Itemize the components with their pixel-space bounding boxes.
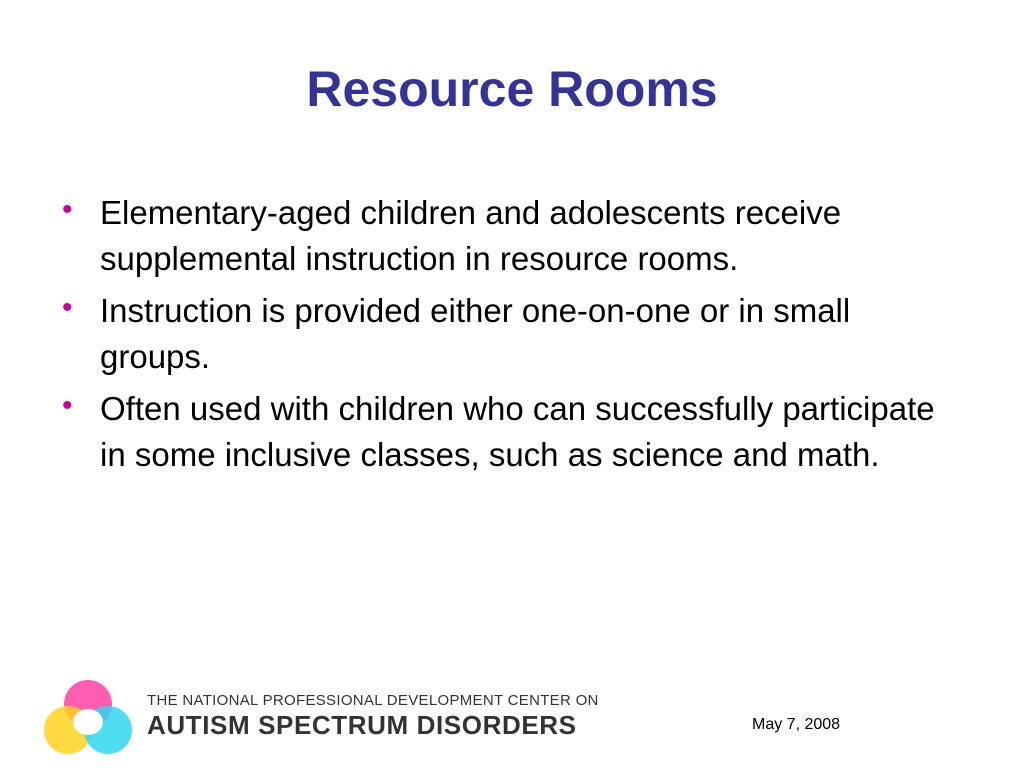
bullet-item — [62, 386, 942, 478]
bullet-item — [62, 190, 942, 282]
bullet-text: Elementary-aged children and adolescents receive supplemental instruction in resource rooms. — [100, 194, 842, 277]
bullet-icon: • — [62, 389, 73, 422]
org-name-line2: AUTISM SPECTRUM DISORDERS — [147, 710, 577, 740]
bullet-list — [62, 190, 942, 484]
bullet-text: Often used with children who can successfully participate in some inclusive classes, such as science and math. — [100, 390, 935, 473]
org-name-line1: THE NATIONAL PROFESSIONAL DEVELOPMENT CENTER ON — [147, 692, 599, 709]
bullet-text: Instruction is provided either one-on-one or in small groups. — [100, 292, 851, 375]
slide-date: May 7, 2008 — [752, 716, 841, 733]
bullet-icon: • — [62, 291, 73, 324]
overlapping-circles-logo-icon — [40, 680, 136, 756]
bullet-icon: • — [62, 193, 73, 226]
slide-title: Resource Rooms — [306, 61, 718, 117]
bullet-item — [62, 288, 942, 380]
